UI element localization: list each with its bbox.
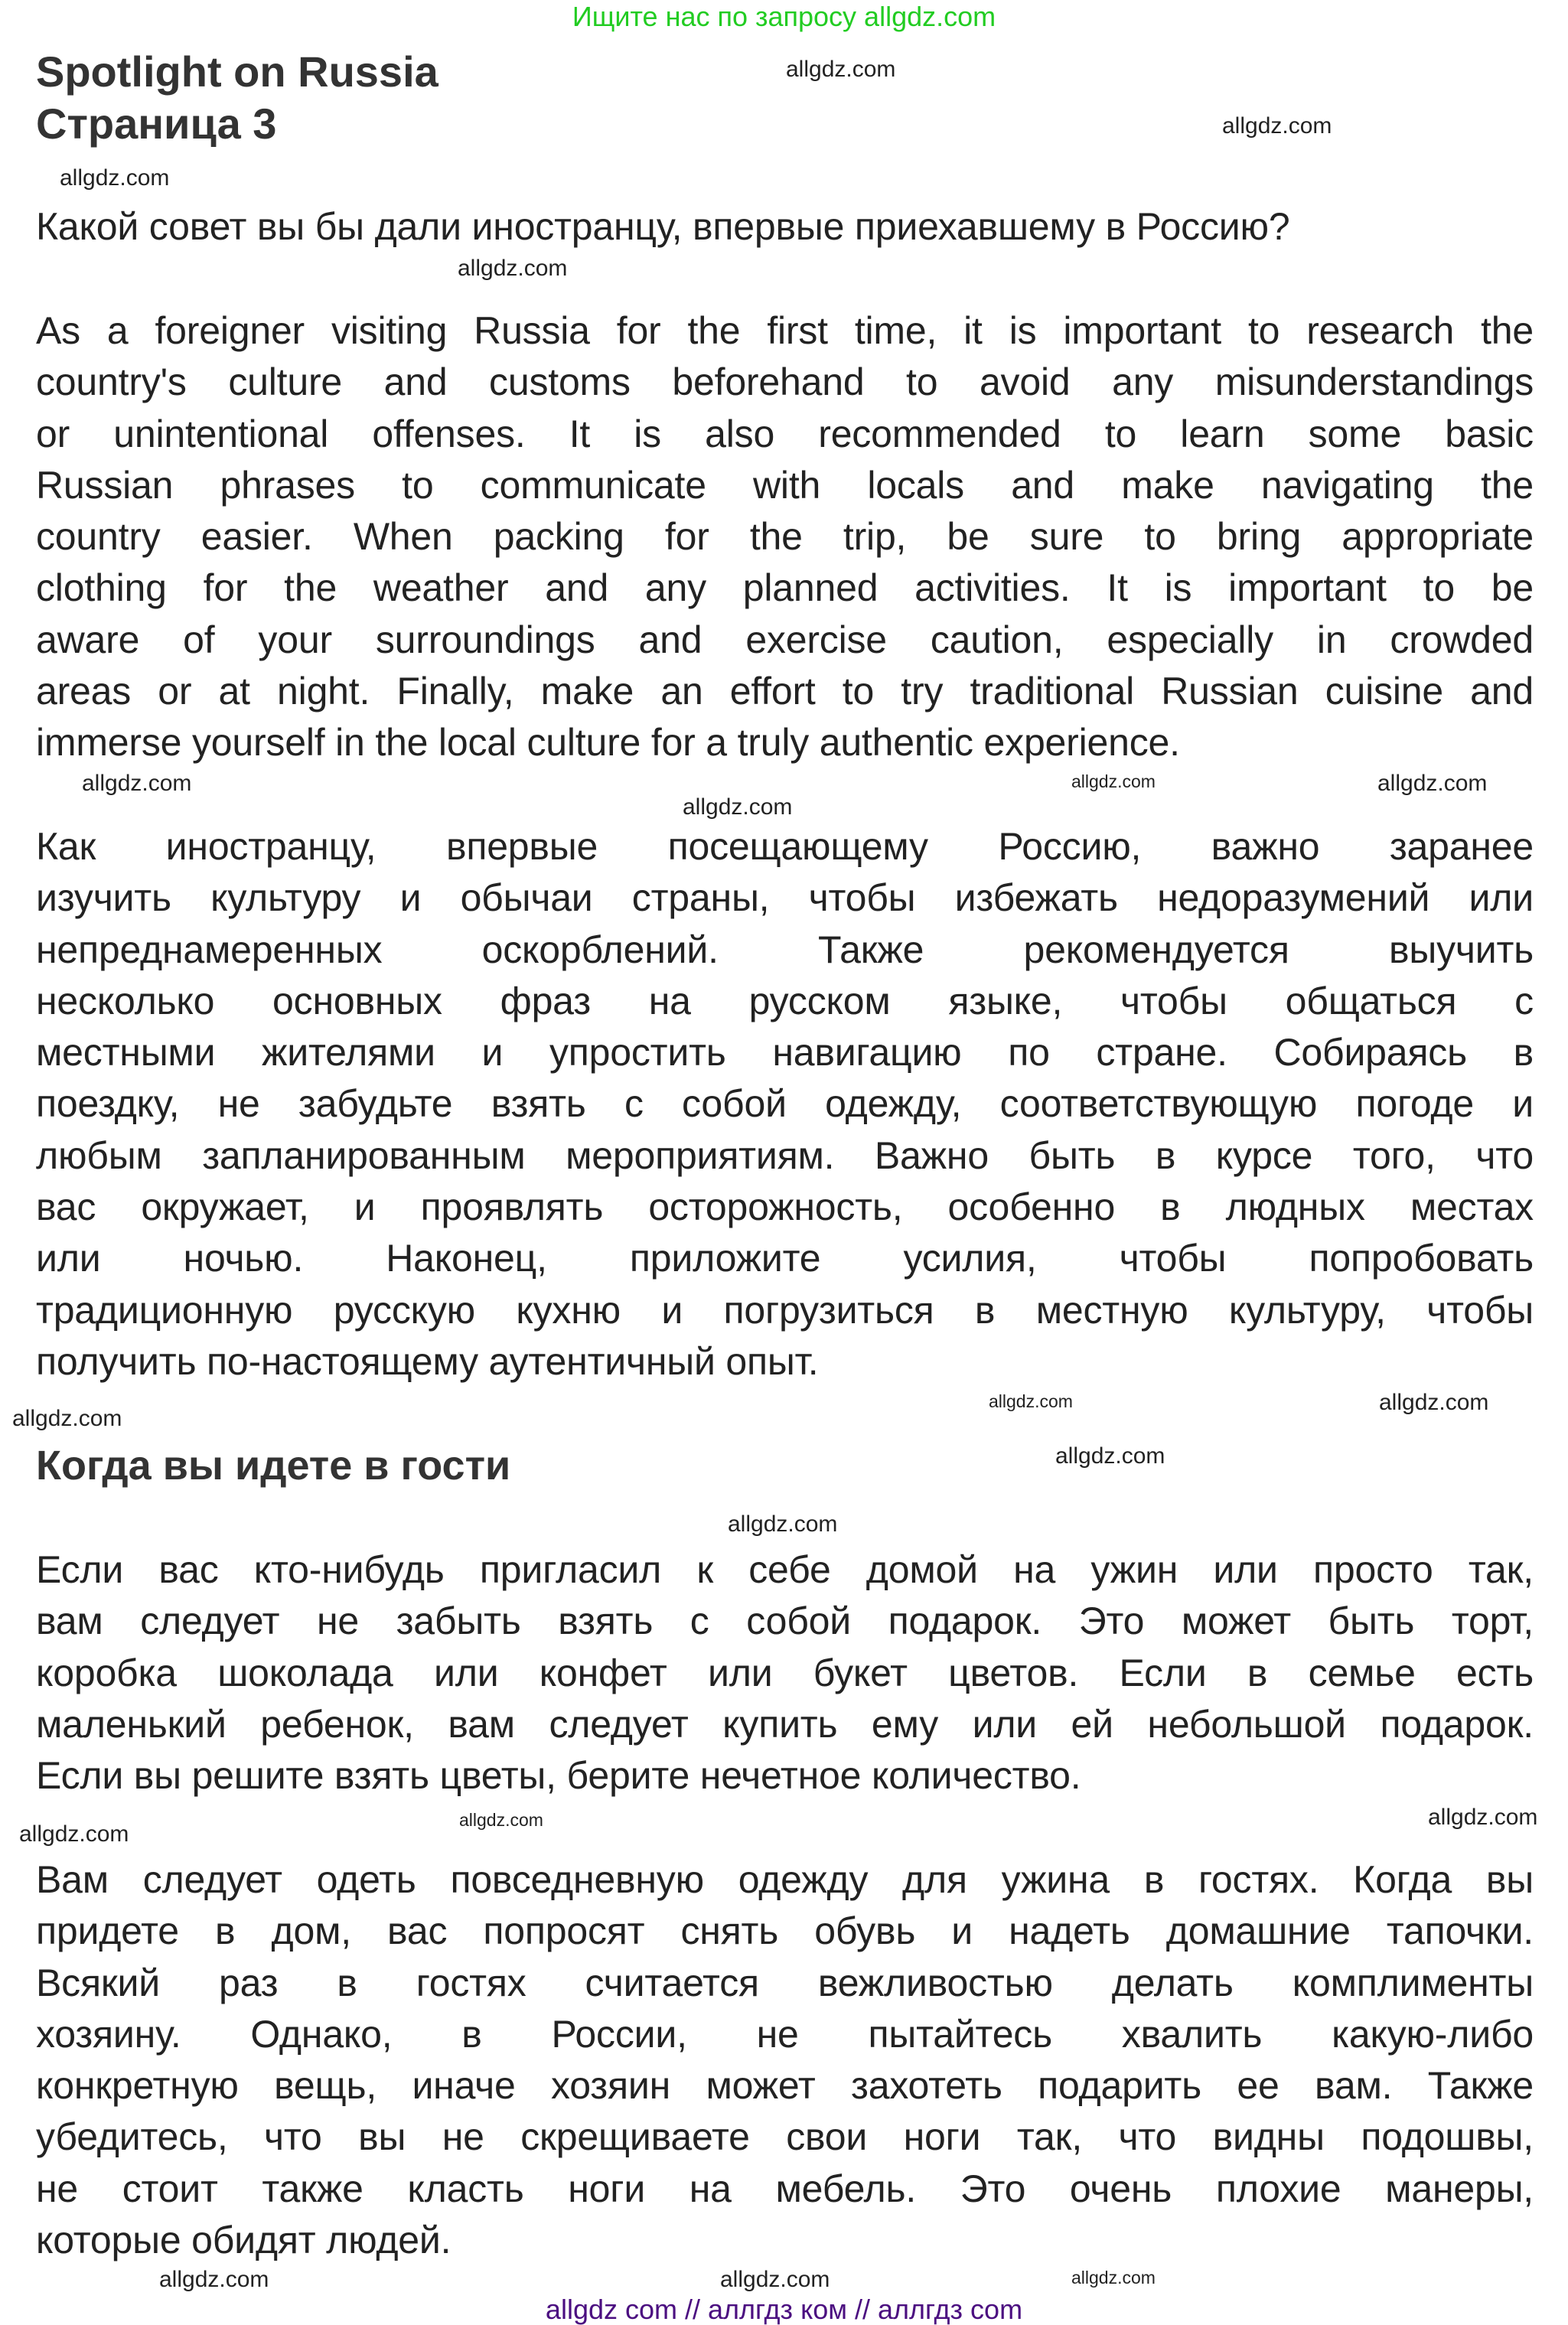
- text-line: не стоит также класть ноги на мебель. Это очень плохие манеры,: [36, 2167, 1534, 2210]
- text-line: Russian phrases to communicate with locals and make navigating the: [36, 463, 1534, 507]
- text-line: которые обидят людей.: [36, 2219, 451, 2262]
- text-line: aware of your surroundings and exercise caution, especially in crowded: [36, 618, 1534, 661]
- watermark: allgdz.com: [683, 794, 793, 820]
- text-line: или ночью. Наконец, приложите усилия, чтобы попробовать: [36, 1237, 1534, 1280]
- watermark: allgdz.com: [1377, 771, 1488, 796]
- text-line: Если вас кто-нибудь пригласил к себе домой на ужин или просто так,: [36, 1548, 1534, 1591]
- watermark: allgdz.com: [159, 2267, 269, 2292]
- watermark: allgdz.com: [458, 256, 568, 281]
- watermark: allgdz.com: [1428, 1805, 1538, 1830]
- text-line: immerse yourself in the local culture for a truly authentic experience.: [36, 721, 1180, 765]
- text-line: убедитесь, что вы не скрещиваете свои ноги так, что видны подошвы,: [36, 2115, 1534, 2159]
- section-heading: Когда вы идете в гости: [36, 1443, 511, 1489]
- answer-russian: [36, 821, 1534, 1388]
- watermark: allgdz.com: [728, 1511, 838, 1537]
- text-line: вам следует не забыть взять с собой подарок. Это может быть торт,: [36, 1599, 1534, 1643]
- page-title: Spotlight on Russia: [36, 47, 438, 96]
- watermark: allgdz.com: [1055, 1443, 1165, 1469]
- watermark: allgdz.com: [82, 771, 192, 796]
- text-line: любым запланированным мероприятиям. Важно быть в курсе того, что: [36, 1133, 1534, 1177]
- guest-paragraph-2: [36, 1854, 1534, 2266]
- question-text: Какой совет вы бы дали иностранцу, впервые приехавшему в Россию?: [36, 205, 1290, 248]
- text-line: Всякий раз в гостях считается вежливостью делать комплименты: [36, 1961, 1534, 2004]
- text-line: местными жителями и упростить навигацию по стране. Собираясь в: [36, 1031, 1534, 1074]
- page-subtitle: Страница 3: [36, 99, 277, 148]
- text-line: or unintentional offenses. It is also recommended to learn some basic: [36, 412, 1534, 455]
- text-line: традиционную русскую кухню и погрузиться в местную культуру, чтобы: [36, 1288, 1534, 1332]
- guest-paragraph-1: [36, 1544, 1534, 1802]
- text-line: Если вы решите взять цветы, берите нечетное количество.: [36, 1754, 1081, 1798]
- watermark: allgdz.com: [459, 1810, 543, 1830]
- watermark: allgdz.com: [12, 1406, 122, 1431]
- text-line: поездку, не забудьте взять с собой одежду, соответствующую погоде и: [36, 1082, 1534, 1126]
- text-line: изучить культуру и обычаи страны, чтобы избежать недоразумений или: [36, 876, 1534, 920]
- text-line: маленький ребенок, вам следует купить ему или ей небольшой подарок.: [36, 1702, 1534, 1746]
- watermark: allgdz.com: [786, 57, 896, 82]
- text-line: несколько основных фраз на русском языке, чтобы общаться с: [36, 979, 1534, 1022]
- watermark: allgdz.com: [989, 1391, 1073, 1411]
- text-line: country's culture and customs beforehand to avoid any misunderstandings: [36, 360, 1534, 404]
- text-line: areas or at night. Finally, make an effort to try traditional Russian cuisine and: [36, 670, 1534, 713]
- watermark: allgdz.com: [19, 1821, 129, 1847]
- footer-watermark: allgdz com // аллгдз ком // аллгдз com: [545, 2294, 1023, 2325]
- text-line: Вам следует одеть повседневную одежду для ужина в гостях. Когда вы: [36, 1858, 1534, 1901]
- watermark: allgdz.com: [720, 2267, 830, 2292]
- watermark: allgdz.com: [1071, 2268, 1156, 2288]
- text-line: коробка шоколада или конфет или букет цветов. Если в семье есть: [36, 1651, 1534, 1694]
- text-line: хозяину. Однако, в России, не пытайтесь хвалить какую-либо: [36, 2012, 1534, 2056]
- text-line: clothing for the weather and any planned activities. It is important to be: [36, 566, 1534, 610]
- text-line: конкретную вещь, иначе хозяин может захотеть подарить ее вам. Также: [36, 2064, 1534, 2108]
- answer-english: [36, 305, 1534, 769]
- text-line: As a foreigner visiting Russia for the first time, it is important to research the: [36, 309, 1534, 352]
- watermark: allgdz.com: [1379, 1390, 1489, 1415]
- text-line: получить по-настоящему аутентичный опыт.: [36, 1339, 819, 1383]
- text-line: Как иностранцу, впервые посещающему Россию, важно заранее: [36, 825, 1534, 868]
- watermark: allgdz.com: [1222, 113, 1332, 139]
- text-line: придете в дом, вас попросят снять обувь и надеть домашние тапочки.: [36, 1909, 1534, 1953]
- question: [36, 201, 1534, 253]
- text-line: непреднамеренных оскорблений. Также рекомендуется выучить: [36, 928, 1534, 971]
- text-line: country easier. When packing for the trip, be sure to bring appropriate: [36, 515, 1534, 559]
- watermark: allgdz.com: [60, 165, 170, 191]
- watermark: allgdz.com: [1071, 771, 1156, 791]
- text-line: вас окружает, и проявлять осторожность, особенно в людных местах: [36, 1185, 1534, 1229]
- search-banner: Ищите нас по запросу allgdz.com: [572, 1, 996, 32]
